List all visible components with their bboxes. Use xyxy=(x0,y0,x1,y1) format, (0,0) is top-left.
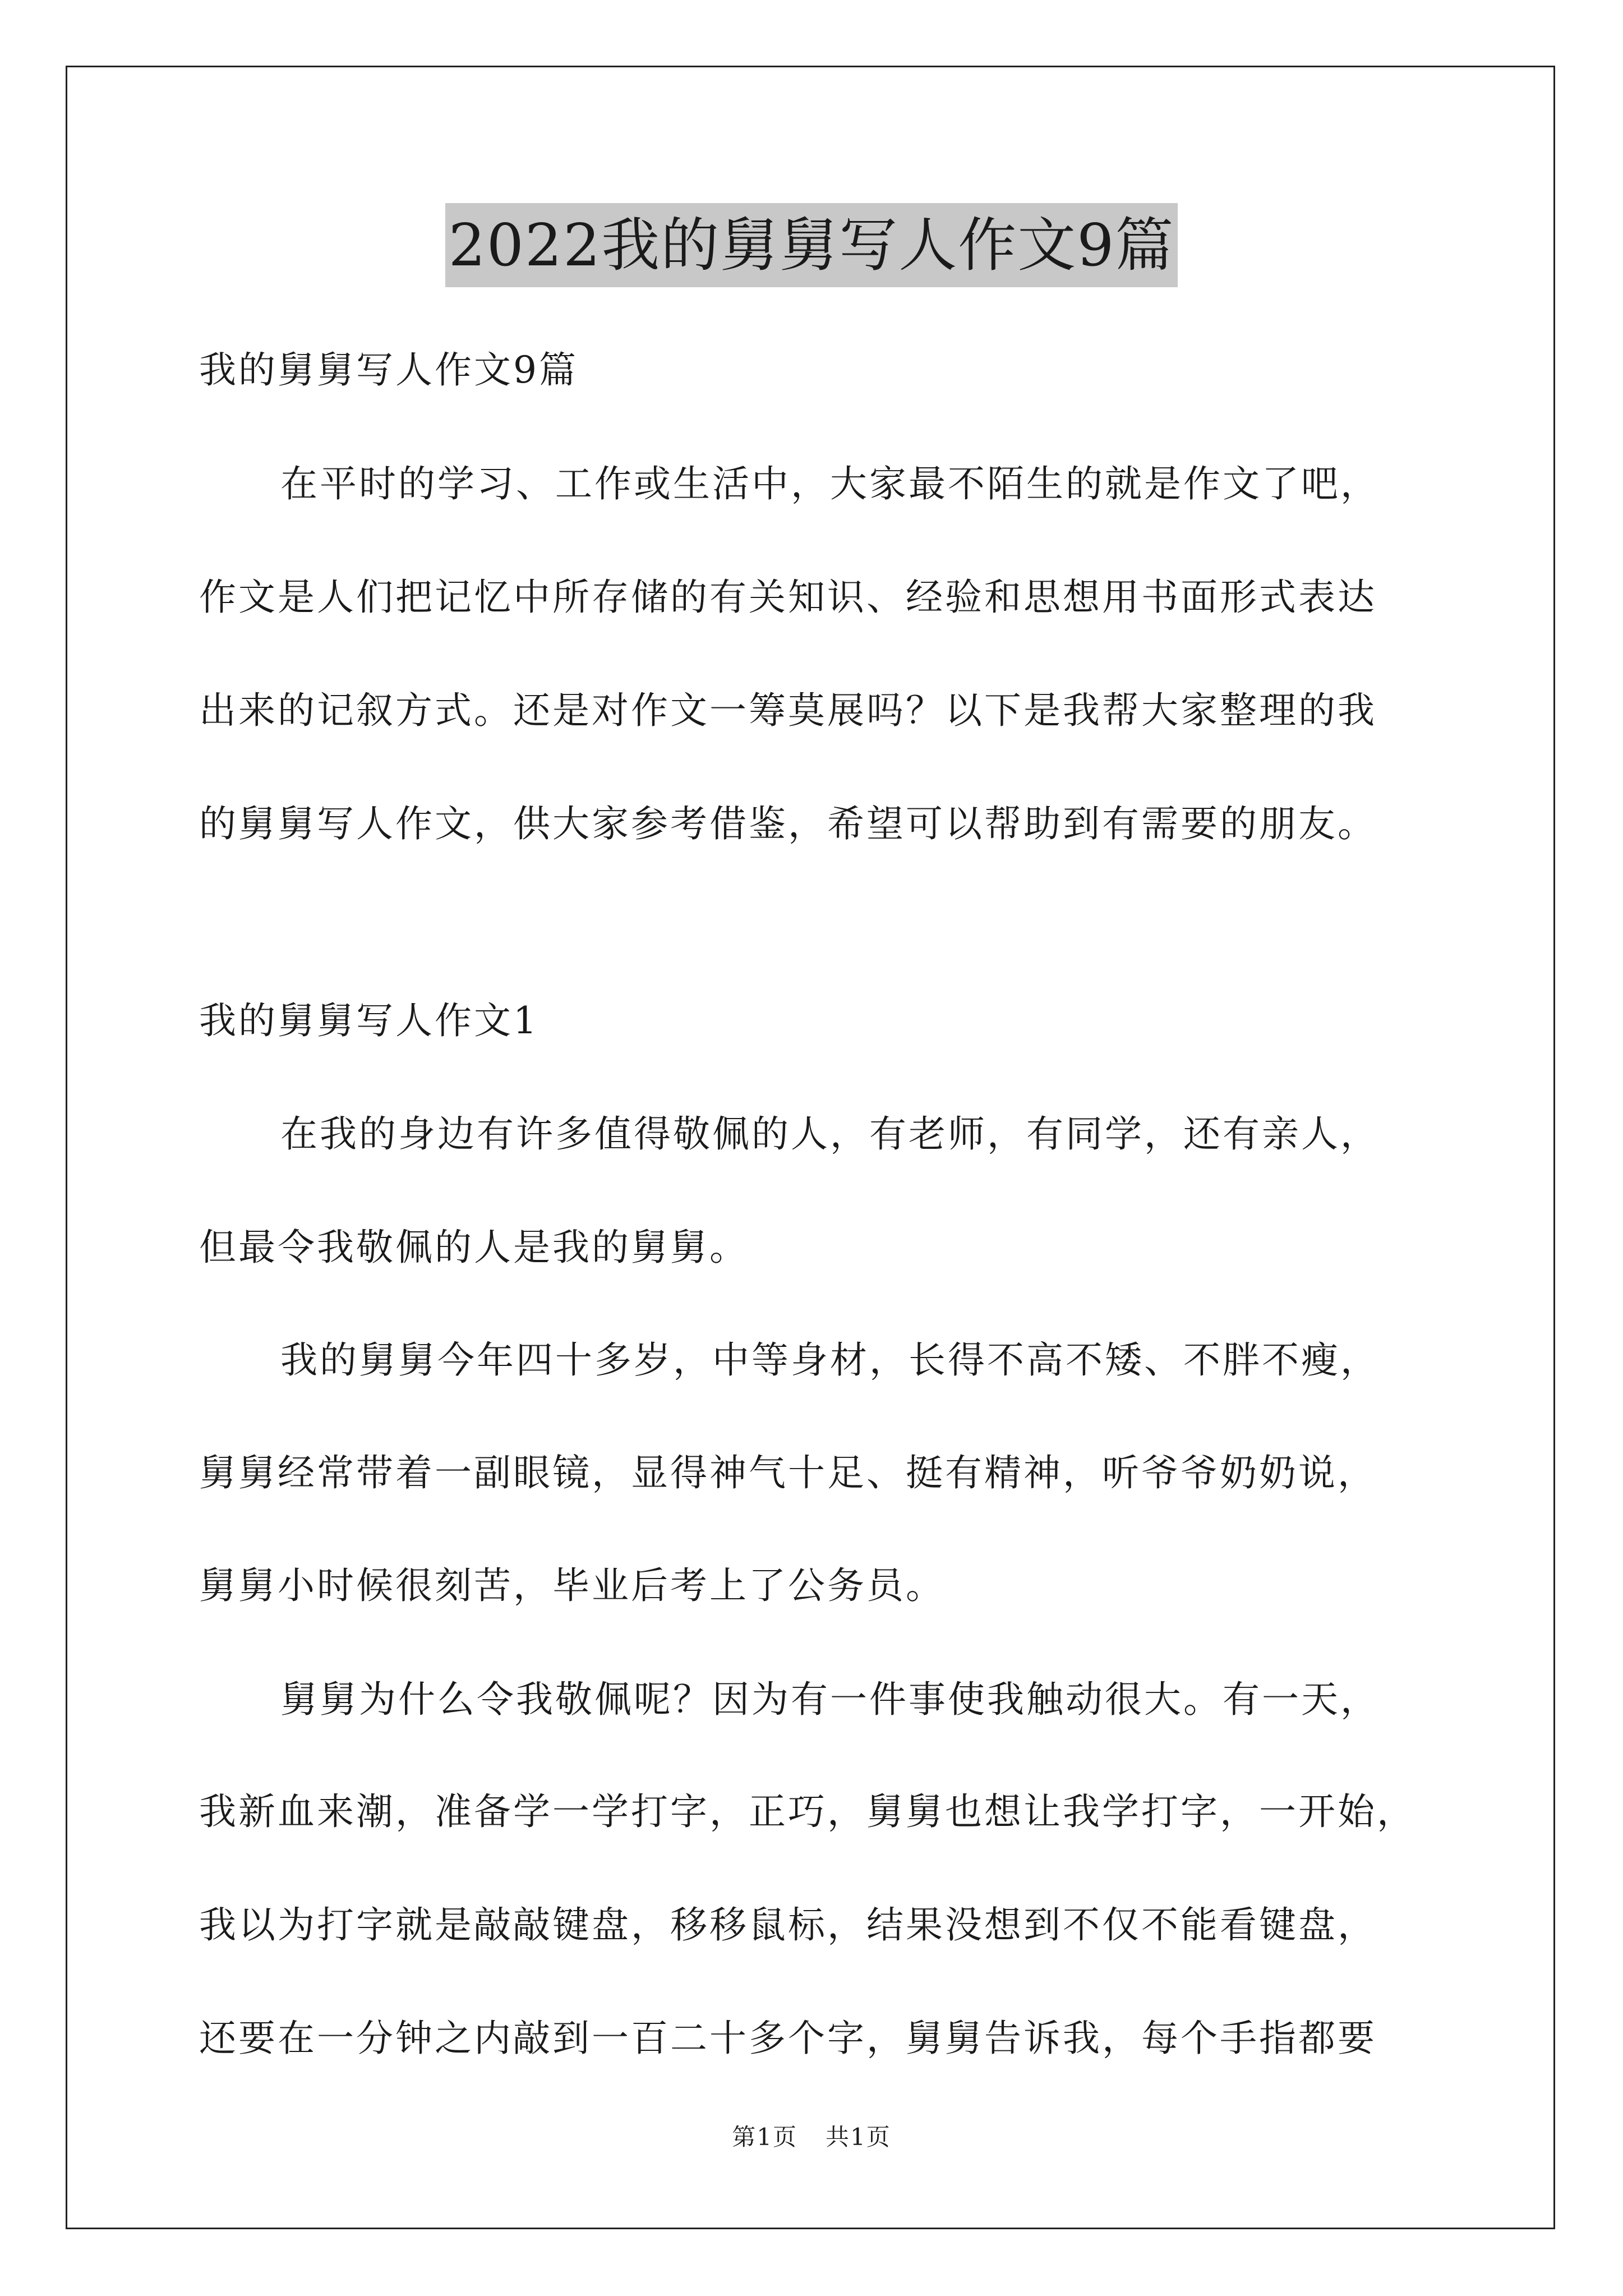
section-heading: 我的舅舅写人作文1 xyxy=(199,999,539,1042)
title-container xyxy=(0,203,1623,287)
paragraph-line: 我新血来潮，准备学一学打字，正巧，舅舅也想让我学打字，一开始， xyxy=(199,1790,1416,1833)
page-number-current: 第1页 xyxy=(732,2123,797,2151)
paragraph-line: 在我的身边有许多值得敬佩的人，有老师，有同学，还有亲人， xyxy=(280,1112,1380,1156)
page-footer xyxy=(0,2120,1623,2154)
paragraph-line: 舅舅小时候很刻苦，毕业后考上了公务员。 xyxy=(199,1564,945,1607)
paragraph-line: 我以为打字就是敲敲键盘，移移鼠标，结果没想到不仅不能看键盘， xyxy=(199,1903,1377,1947)
document-title: 2022我的舅舅写人作文9篇 xyxy=(445,203,1178,287)
paragraph-line: 舅舅经常带着一副眼镜，显得神气十足、挺有精神，听爷爷奶奶说， xyxy=(199,1451,1377,1494)
paragraph-line: 但最令我敬佩的人是我的舅舅。 xyxy=(199,1226,749,1269)
paragraph-line: 的舅舅写人作文，供大家参考借鉴，希望可以帮助到有需要的朋友。 xyxy=(199,802,1377,845)
paragraph-line: 出来的记叙方式。还是对作文一筹莫展吗？以下是我帮大家整理的我 xyxy=(199,689,1377,732)
subtitle: 我的舅舅写人作文9篇 xyxy=(199,348,578,392)
paragraph-line: 舅舅为什么令我敬佩呢？因为有一件事使我触动很大。有一天， xyxy=(280,1678,1380,1721)
paragraph-line: 还要在一分钟之内敲到一百二十多个字，舅舅告诉我，每个手指都要 xyxy=(199,2017,1377,2060)
paragraph-line: 我的舅舅今年四十多岁，中等身材，长得不高不矮、不胖不瘦， xyxy=(280,1338,1380,1382)
paragraph-line: 在平时的学习、工作或生活中，大家最不陌生的就是作文了吧， xyxy=(280,462,1380,505)
page-number-total: 共1页 xyxy=(826,2123,891,2151)
paragraph-line: 作文是人们把记忆中所存储的有关知识、经验和思想用书面形式表达 xyxy=(199,576,1377,619)
